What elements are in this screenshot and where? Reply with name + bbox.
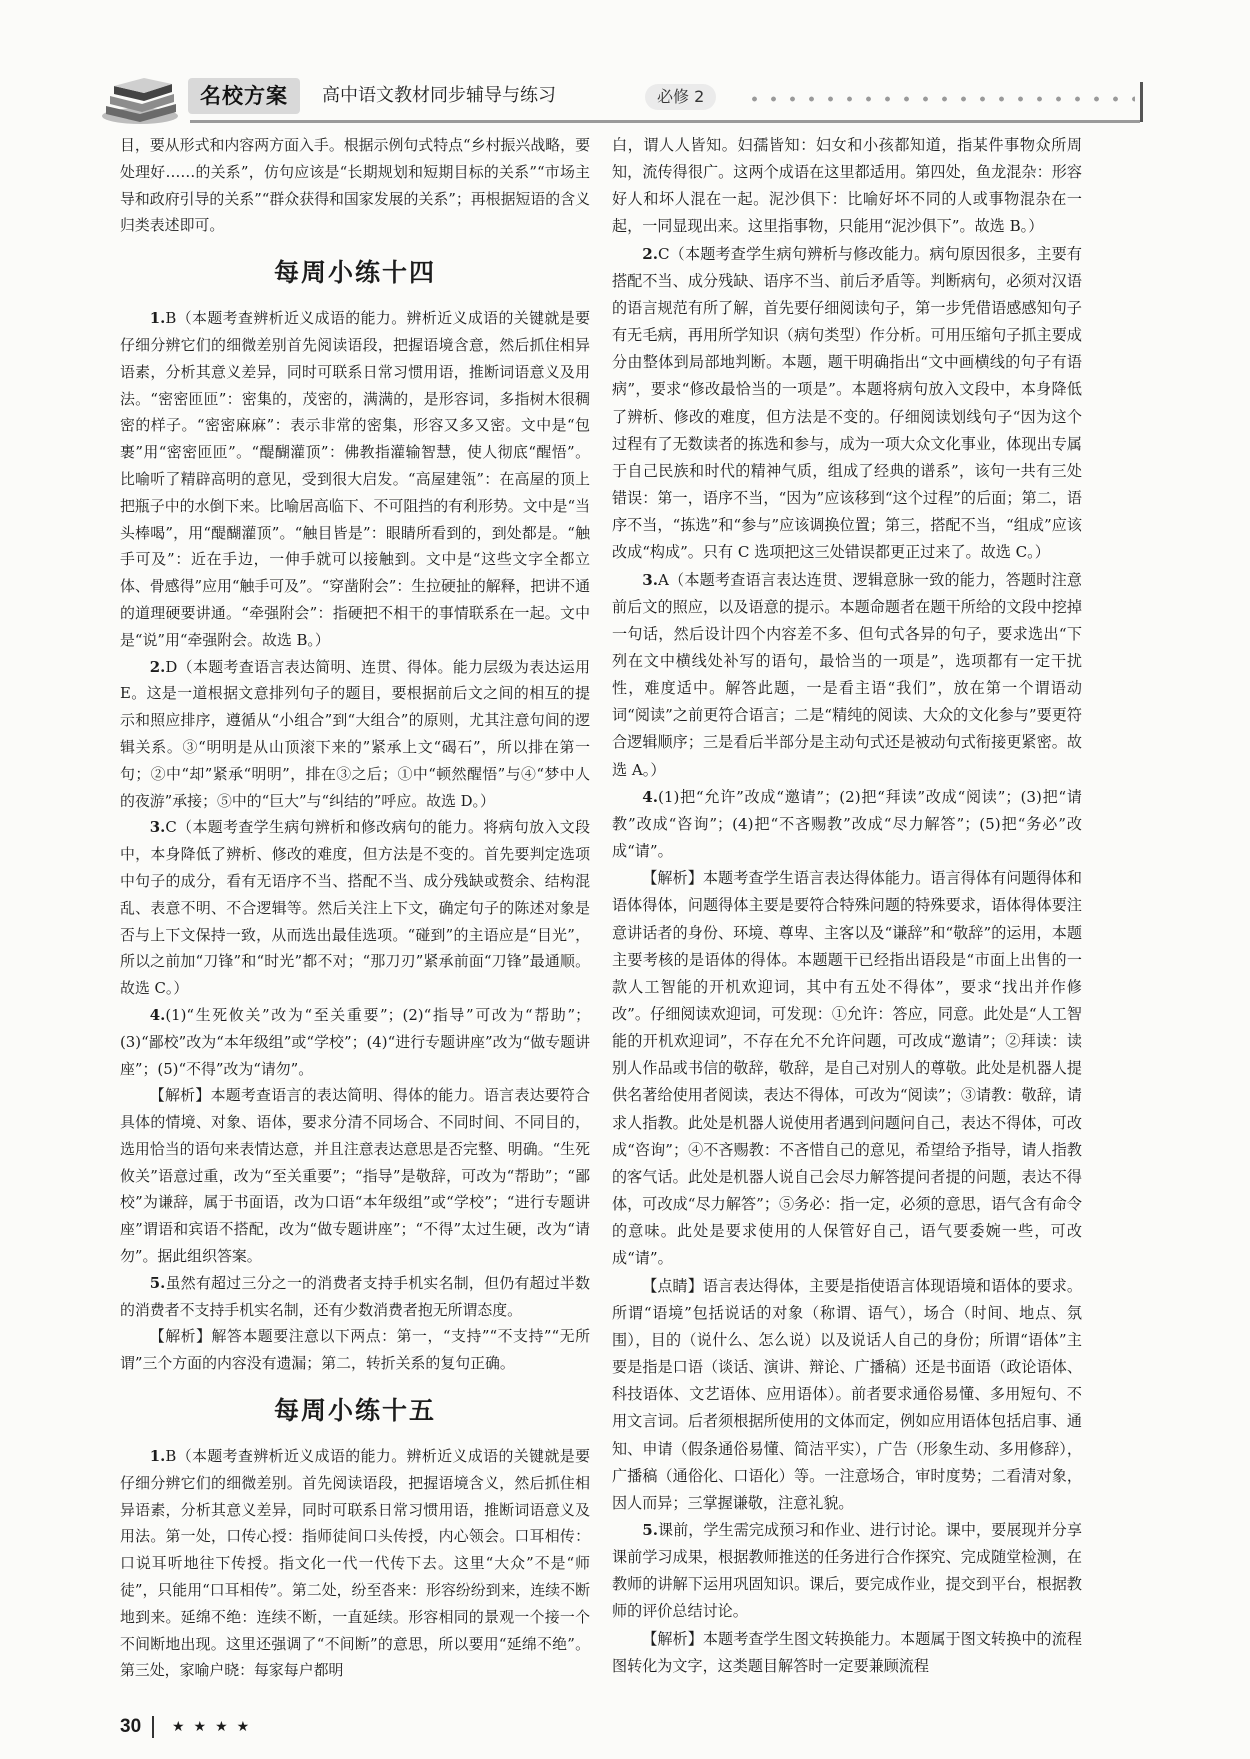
question-number: 5. (149, 1273, 166, 1292)
answer-item (120, 1270, 590, 1324)
answer-item (120, 1002, 590, 1082)
question-number: 4. (642, 787, 658, 806)
answer-text: B（本题考查辨析近义成语的能力。辨析近义成语的关键就是要仔细分辨它们的细微差别首先阅读语段，把握语境含意，然后抓住相异语素，分析其意义差异，同时可联系日常习惯用语，推断词语意义及用法。“密密匝匝”：密集的，茂密的，满满的，是形容词，多指树木很稠密的样子。“密密麻麻”：表示非常的密集，形容又多又密。文中是“包裹”用“密密匝匝”。“醍醐灌顶”：佛教指灌输智慧，使人彻底“醒悟”。比喻听了精辟高明的意见，受到很大启发。“高屋建瓴”：在高屋的顶上把瓶子中的水倒下来。比喻居高临下、不可阻挡的有利形势。文中是“当头棒喝”，用“醍醐灌顶”。“触目皆是”：眼睛所看到的，到处都是。“触手可及”：近在手边，一伸手就可以接触到。文中是“这些文字全都立体、骨感得”应用“触手可及”。“穿凿附会”：生拉硬扯的解释，把讲不通的道理硬要讲通。“牵强附会”：指硬把不相干的事情联系在一起。文中是“说”用“牵强附会。故选 B。） (120, 309, 590, 649)
question-number: 5. (642, 1520, 658, 1539)
question-number: 4. (149, 1005, 166, 1024)
analysis (120, 1323, 590, 1377)
analysis-tag: 【解析】 (642, 1629, 703, 1648)
analysis (612, 1626, 1082, 1680)
analysis-text: 本题考查学生语言表达得体能力。语言得体有问题得体和语体得体，问题得体主要是要符合特殊问题的特殊要求，语体得体要注意讲话者的身份、环境、尊卑、主客以及“谦辞”和“敬辞”的运用，本题主要考核的是语体的得体。本题题干已经指出语段是“市面上出售的一款人工智能的开机欢迎词，其中有五处不得体”，要求“找出并作修改”。仔细阅读欢迎词，可发现：①允许：答应，同意。此处是“人工智能的开机欢迎词”，不存在允不允许问题，可改成“邀请”；②拜读：读别人作品或书信的敬辞，敬辞，是自己对别人的尊敬。此处是机器人提供名著给使用者阅读，表达不得体，可改为“阅读”；③请教：敬辞，请求人指教。此处是机器人说使用者遇到问题问自己，表达不得体，可改成“咨询”；④不吝赐教：不吝惜自己的意见，希望给予指导，请人指教的客气话。此处是机器人说自己会尽力解答提问者提的问题，表达不得体，可改成“尽力解答”；⑤务必：指一定，必须的意思，语气含有命令的意味。此处是要求使用的人保管好自己，语气要委婉一些，可改成“请”。 (612, 869, 1082, 1268)
question-number: 2. (149, 657, 166, 676)
right-column (612, 132, 1082, 1680)
edition-badge: 必修 2 (645, 84, 716, 110)
header-end-bar (1140, 82, 1143, 122)
paragraph: 白，谓人人皆知。妇孺皆知：妇女和小孩都知道，指某件事物众所周知，流传得很广。这两个成语在这里都适用。第四处，鱼龙混杂：形容好人和坏人混在一起。泥沙俱下：比喻好坏不同的人或事物混杂在一起，一同显现出来。这里指事物，只能用“泥沙俱下”。故选 B。） (612, 136, 1082, 236)
page-number: 30 (120, 1716, 142, 1737)
footer-divider (152, 1716, 154, 1738)
analysis-text: 解答本题要注意以下两点：第一，“支持”“不支持”“无所谓”三个方面的内容没有遗漏；第二，转折关系的复句正确。 (120, 1327, 590, 1373)
answer-item (612, 567, 1082, 784)
question-number: 3. (642, 570, 658, 589)
brand-title: 名校方案 (188, 78, 300, 114)
answer-item (612, 241, 1082, 567)
question-number: 2. (642, 244, 658, 263)
book-stack-logo-icon (100, 70, 185, 126)
answer-text: 虽然有超过三分之一的消费者支持手机实名制，但仍有超过半数的消费者不支持手机实名制，还有少数消费者抱无所谓态度。 (120, 1273, 590, 1319)
answer-item (120, 814, 590, 1002)
question-number: 1. (149, 1447, 166, 1466)
answer-text: A（本题考查语言表达连贯、逻辑意脉一致的能力，答题时注意前后文的照应，以及语意的提示。本题命题者在题干所给的文段中挖掉一句话，然后设计四个内容差不多、但句式各异的句子，要求选出“下列在文中横线处补写的语句，最恰当的一项是”，选项都有一定干扰性，难度适中。解答此题，一是看主语“我们”，放在第一个谓语动词“阅读”之前更符合语言；二是“精纯的阅读、大众的文化参与”要更符合逻辑顺序；三是看后半部分是主动句式还是被动句式衔接更紧密。故选 A。） (612, 570, 1082, 779)
analysis-tag: 【解析】 (642, 869, 703, 888)
answer-text: 课前，学生需完成预习和作业、进行讨论。课中，要展现并分享课前学习成果，根据教师推送的任务进行合作探究、完成随堂检测，在教师的讲解下运用巩固知识。课后，要完成作业，提交到平台，根据教师的评价总结讨论。 (612, 1520, 1082, 1621)
header-subtitle: 高中语文教材同步辅导与练习 (322, 85, 556, 106)
answer-item (120, 654, 590, 815)
header-dots (745, 96, 1135, 102)
question-number: 3. (149, 818, 166, 837)
analysis (120, 1082, 590, 1270)
section-title-14: 每周小练十四 (273, 258, 436, 288)
key-point (612, 1273, 1082, 1517)
analysis-tag: 【解析】 (149, 1327, 212, 1346)
answer-item (120, 1443, 590, 1684)
analysis (612, 865, 1082, 1272)
section-title-15: 每周小练十五 (273, 1396, 436, 1426)
difficulty-stars-icon: ★★★★ (172, 1719, 259, 1735)
analysis-tag: 【解析】 (149, 1086, 211, 1105)
page-header (100, 70, 1140, 130)
left-column (120, 132, 590, 1684)
answer-item (120, 305, 590, 653)
question-number: 1. (149, 309, 166, 328)
analysis-text: 本题考查学生图文转换能力。本题属于图文转换中的流程图转化为文字，这类题目解答时一定要兼顾流程 (612, 1629, 1082, 1675)
answer-text: D（本题考查语言表达简明、连贯、得体。能力层级为表达运用 E。这是一道根据文意排列句子的题目，要根据前后文之间的相互的提示和照应排序，遵循从“小组合”到“大组合”的原则，尤其注意句间的逻辑关系。③“明明是从山顶滚下来的”紧承上文“碣石”，所以排在第一句；②中“却”紧承“明明”，排在③之后；①中“顿然醒悟”与④“梦中人的夜游”承接；⑤中的“巨大”与“纠结的”呼应。故选 D。） (120, 657, 590, 810)
answer-text: B（本题考查辨析近义成语的能力。辨析近义成语的关键就是要仔细分辨它们的细微差别。首先阅读语段，把握语境含义，然后抓住相异语素，分析其意义差异，同时可联系日常习惯用语，推断词语意义及用法。第一处，口传心授：指师徒间口头传授，内心领会。口耳相传：口说耳听地往下传授。指文化一代一代传下去。这里“大众”不是“师徒”，只能用“口耳相传”。第二处，纷至沓来：形容纷纷到来，连续不断地到来。延绵不绝：连续不断，一直延续。形容相同的景观一个接一个不间断地出现。这里还强调了“不间断”的意思，所以要用“延绵不绝”。第三处，家喻户晓：每家每户都明 (120, 1447, 590, 1680)
analysis-text: 本题考查语言的表达简明、得体的能力。语言表达要符合具体的情境、对象、语体，要求分清不同场合、不同时间、不同目的，选用恰当的语句来表情达意，并且注意表达意思是否完整、明确。“生死攸关”语意过重，改为“至关重要”；“指导”是敬辞，可改为“帮助”；“鄙校”为谦辞，属于书面语，改为口语“本年级组”或“学校”；“进行专题讲座”谓语和宾语不搭配，改为“做专题讲座”；“不得”太过生硬，改为“请勿”。据此组织答案。 (120, 1086, 590, 1266)
answer-item (612, 1517, 1082, 1626)
answer-text: (1)把“允许”改成“邀请”；(2)把“拜读”改成“阅读”；(3)把“请教”改成“咨询”；(4)把“不吝赐教”改成“尽力解答”；(5)把“务必”改成“请”。 (612, 787, 1082, 861)
header-rule (190, 120, 1140, 123)
key-point-text: 语言表达得体，主要是指使语言体现语境和语体的要求。所谓“语境”包括说话的对象（称谓、语气），场合（时间、地点、氛围），目的（说什么、怎么说）以及说话人自己的身份；所谓“语体”主要是指是口语（谈话、演讲、辩论、广播稿）还是书面语（政论语体、科技语体、文艺语体、应用语体）。前者要求通俗易懂、多用短句、不用文言词。后者须根据所使用的文体而定，例如应用语体包括启事、通知、申请（假条通俗易懂、简洁平实），广告（形象生动、多用修辞），广播稿（通俗化、口语化）等。一注意场合，审时度势；二看清对象，因人而异；三掌握谦敬，注意礼貌。 (612, 1276, 1082, 1512)
key-point-tag: 【点睛】 (642, 1276, 703, 1295)
answer-item (612, 784, 1082, 865)
paragraph: 目，要从形式和内容两方面入手。根据示例句式特点“乡村振兴战略，要处理好……的关系”，仿句应该是“长期规划和短期目标的关系”“市场主导和政府引导的关系”“群众获得和国家发展的关系”；再根据短语的含义归类表述即可。 (120, 136, 590, 235)
answer-text: C（本题考查学生病句辨析和修改病句的能力。将病句放入文段中，本身降低了辨析、修改的难度，但方法是不变的。首先要判定选项中句子的成分，看有无语序不当、搭配不当、成分残缺或赘余、结构混乱、表意不明、不合逻辑等。然后关注上下文，确定句子的陈述对象是否与上下文保持一致，从而选出最佳选项。“碰到”的主语应是“目光”，所以之前加“刀锋”和“时光”都不对；“那刀刃”紧承前面“刀锋”最通顺。故选 C。） (120, 818, 590, 998)
answer-text: C（本题考查学生病句辨析与修改能力。病句原因很多，主要有搭配不当、成分残缺、语序不当、前后矛盾等。判断病句，必须对汉语的语言规范有所了解，首先要仔细阅读句子，第一步凭借语感感知句子有无毛病，再用所学知识（病句类型）作分析。可用压缩句子抓主要成分由整体到局部地判断。本题，题干明确指出“文中画横线的句子有语病”，要求“修改最恰当的一项是”。本题将病句放入文段中，本身降低了辨析、修改的难度，但方法是不变的。仔细阅读划线句子“因为这个过程有了无数读者的拣选和参与，成为一项大众文化事业，体现出专属于自己民族和时代的精神气质，组成了经典的谱系”，该句一共有三处错误：第一，语序不当，“因为”应该移到“这个过程”的后面；第二，语序不当，“拣选”和“参与”应该调换位置；第三，搭配不当，“组成”应该改成“构成”。只有 C 选项把这三处错误都更正过来了。故选 C。） (612, 244, 1082, 562)
answer-text: (1)“生死攸关”改为“至关重要”；(2)“指导”可改为“帮助”；(3)“鄙校”改为“本年级组”或“学校”；(4)“进行专题讲座”改为“做专题讲座”；(5)“不得”改为“请勿”。 (120, 1005, 590, 1078)
